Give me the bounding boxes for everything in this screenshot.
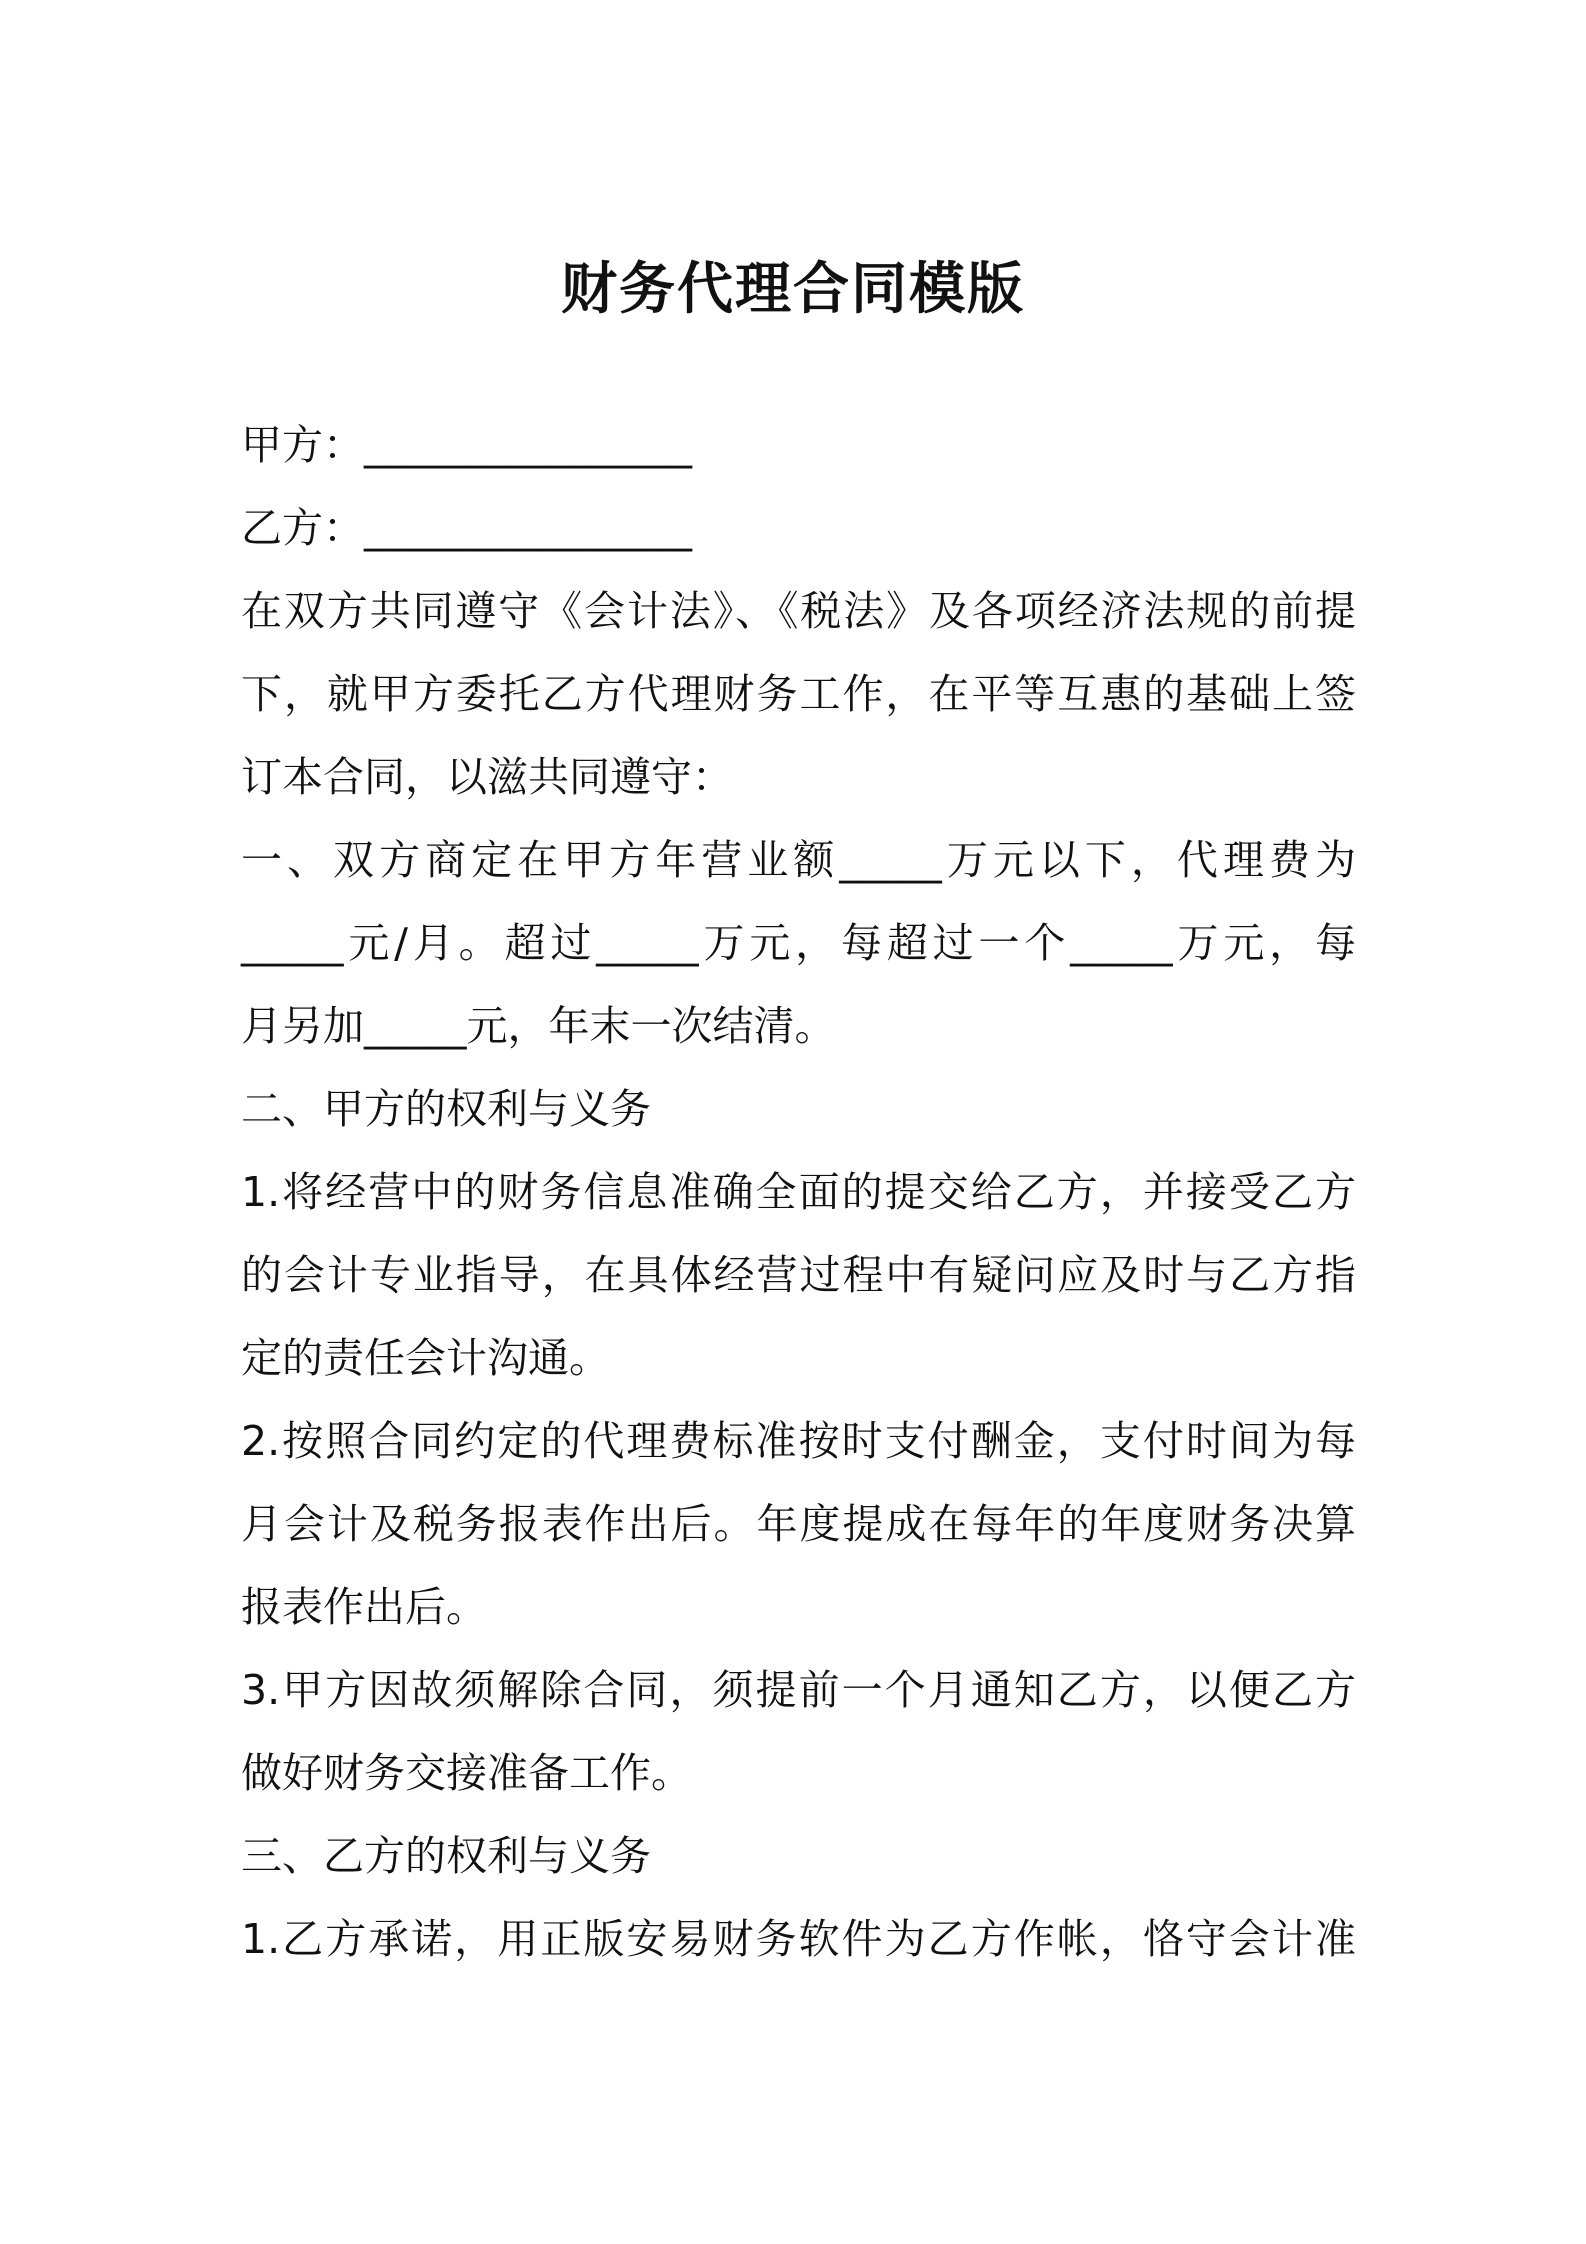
clause-line: 1.将经营中的财务信息准确全面的提交给乙方，并接受乙方 — [241, 1168, 1356, 1216]
party-b-line — [241, 487, 1356, 570]
clause-line: 3.甲方因故须解除合同，须提前一个月通知乙方，以便乙方 — [241, 1666, 1356, 1714]
clause-line: 的会计专业指导，在具体经营过程中有疑问应及时与乙方指 — [241, 1251, 1356, 1299]
party-a-line — [241, 404, 1356, 487]
clause-line: 报表作出后。 — [241, 1583, 487, 1631]
party-b-blank: ________________ — [364, 504, 692, 552]
paragraph-line: 在双方共同遵守《会计法》、《税法》及各项经济法规的前提 — [241, 587, 1356, 635]
paragraph-line: 订本合同，以滋共同遵守： — [241, 753, 733, 801]
clause-line: 一、双方商定在甲方年营业额_____万元以下，代理费为 — [241, 836, 1356, 884]
paragraph-line: 下，就甲方委托乙方代理财务工作，在平等互惠的基础上签 — [241, 670, 1356, 718]
clause-line: 月会计及税务报表作出后。年度提成在每年的年度财务决算 — [241, 1500, 1356, 1548]
party-b-label: 乙方： — [241, 504, 364, 552]
clause-line: 定的责任会计沟通。 — [241, 1334, 610, 1382]
clause-line: 2.按照合同约定的代理费标准按时支付酬金，支付时间为每 — [241, 1417, 1356, 1465]
party-a-blank: ________________ — [364, 421, 692, 469]
clause-line: 月另加_____元，年末一次结清。 — [241, 1002, 836, 1050]
section-heading: 二、甲方的权利与义务 — [241, 1085, 651, 1133]
clause-line: 1.乙方承诺，用正版安易财务软件为乙方作帐，恪守会计准 — [241, 1915, 1356, 1963]
clause-line: 做好财务交接准备工作。 — [241, 1749, 692, 1797]
document-title: 财务代理合同模版 — [561, 257, 1025, 322]
party-a-label: 甲方： — [241, 421, 364, 469]
section-heading: 三、乙方的权利与义务 — [241, 1832, 651, 1880]
document-body — [241, 404, 1356, 1981]
clause-line: _____元/月。超过_____万元，每超过一个_____万元，每 — [241, 919, 1356, 967]
